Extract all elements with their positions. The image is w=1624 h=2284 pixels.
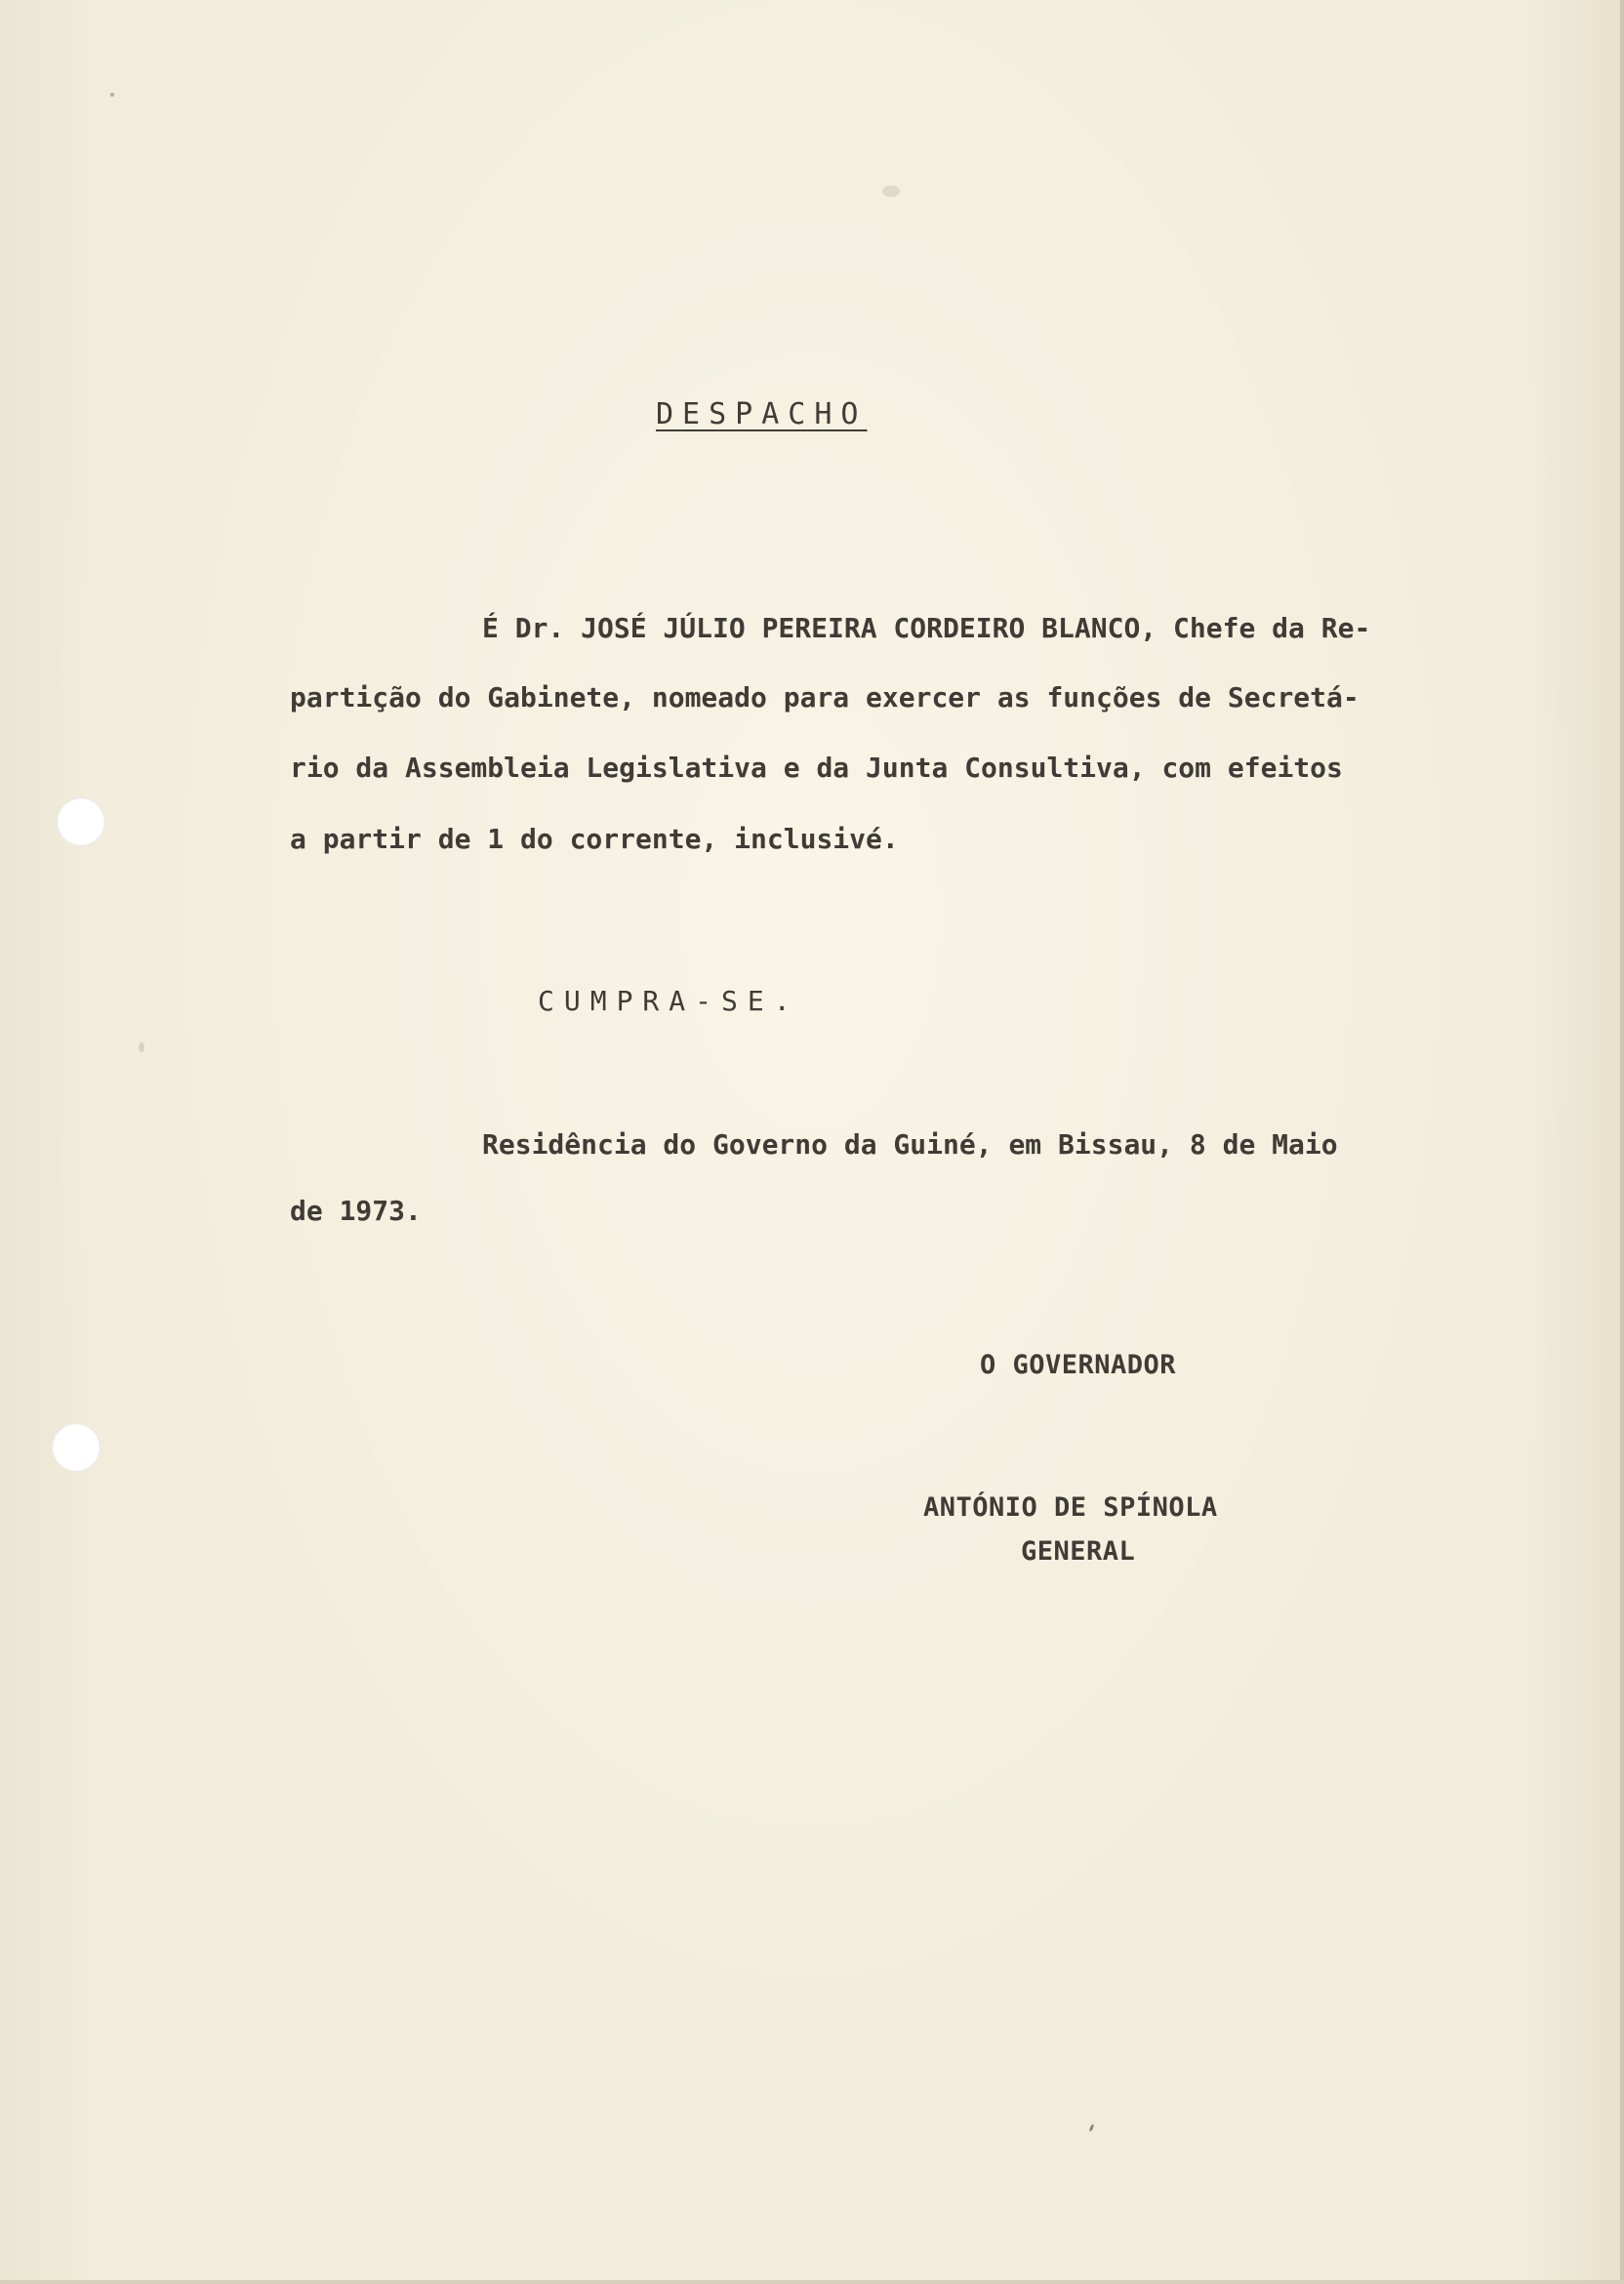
signer-name: ANTÓNIO DE SPÍNOLA	[923, 1492, 1218, 1523]
paper-edge-bottom	[0, 2280, 1624, 2284]
place-date-line: de 1973.	[290, 1195, 422, 1227]
signature-title: O GOVERNADOR	[980, 1350, 1177, 1380]
punch-hole-bottom	[52, 1423, 101, 1472]
paper-stain	[139, 1042, 144, 1052]
body-line: rio da Assembleia Legislativa e da Junta Consultiva, com efeitos	[290, 752, 1343, 784]
place-date-line: Residência do Governo da Guiné, em Bissau, 8 de Maio	[482, 1128, 1338, 1161]
body-line: a partir de 1 do corrente, inclusivé.	[290, 823, 899, 855]
body-line: É Dr. JOSÉ JÚLIO PEREIRA CORDEIRO BLANCO, Chefe da Re-	[482, 612, 1371, 644]
paper-stain	[882, 185, 900, 197]
order-text: CUMPRA-SE.	[538, 985, 800, 1017]
ink-mark	[1088, 2124, 1094, 2133]
punch-hole-top	[57, 797, 105, 846]
paper-edge-right	[1620, 0, 1624, 2284]
paper-speck	[110, 93, 114, 97]
document-heading: DESPACHO	[656, 397, 868, 431]
body-line: partição do Gabinete, nomeado para exercer as funções de Secretá-	[290, 681, 1360, 714]
signer-rank: GENERAL	[1021, 1536, 1136, 1567]
